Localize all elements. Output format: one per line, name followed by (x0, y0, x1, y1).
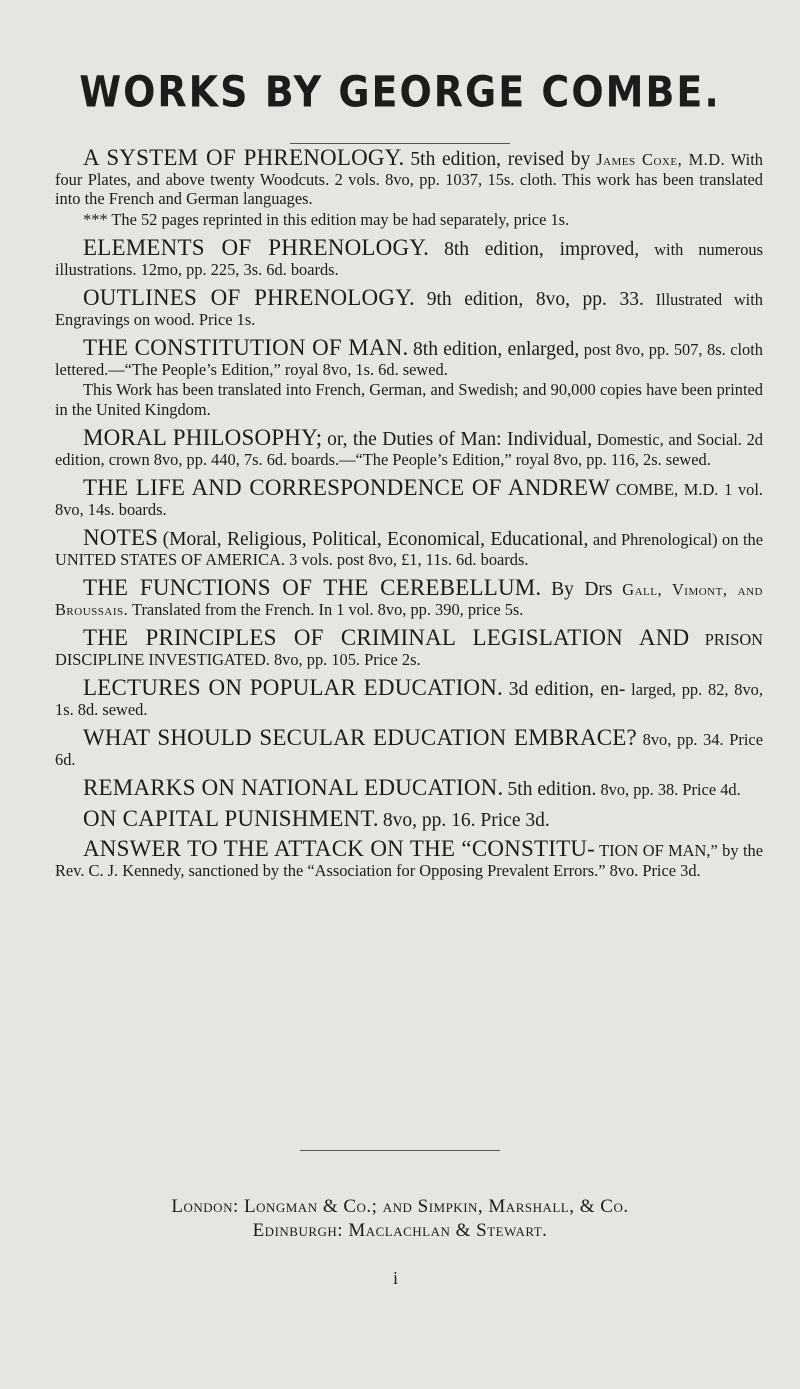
entry-heading: ANSWER TO THE ATTACK ON THE “CONSTITU- (83, 836, 596, 861)
entry-functions-of-cerebellum (55, 575, 763, 619)
entry-note (55, 380, 763, 419)
entry-moral-philosophy (55, 425, 763, 469)
entry-constitution-of-man (55, 335, 763, 379)
entry-heading: THE PRINCIPLES OF CRIMINAL LEGISLATION AND (83, 625, 690, 650)
entry-popular-education (55, 675, 763, 719)
entry-heading: REMARKS ON NATIONAL EDUCATION. (83, 775, 504, 800)
entry-secular-education (55, 725, 763, 769)
entry-body: larged, pp. 82, 8vo, 1s. 8d. sewed. (55, 680, 763, 719)
imprint-london: London: Longman & Co.; and Simpkin, Marshall, & Co. (171, 1196, 629, 1217)
entry-body: 8vo, pp. 38. Price 4d. (600, 780, 741, 799)
entry-body: post 8vo, pp. 507, 8s. cloth lettered.—“The People’s Edition,” royal 8vo, 1s. 6d. sewed. (55, 340, 763, 379)
entry-criminal-legislation (55, 625, 763, 669)
entry-capital-punishment (55, 805, 763, 831)
entry-heading: LECTURES ON POPULAR EDUCATION. (83, 675, 503, 700)
note-text: *** The 52 pages reprinted in this edition may be had separately, price 1s. (83, 209, 570, 229)
entry-body: PRISON DISCIPLINE INVESTIGATED. 8vo, pp. 105. Price 2s. (55, 630, 763, 669)
entry-system-of-phrenology (55, 145, 763, 209)
entry-outlines-of-phrenology (55, 285, 763, 329)
entry-heading: THE LIFE AND CORRESPONDENCE OF ANDREW (83, 475, 611, 500)
entry-author: James Coxe, M.D. (596, 150, 726, 169)
imprint-edinburgh: Edinburgh: Maclachlan & Stewart. (252, 1220, 548, 1241)
entry-edition: 9th edition, 8vo, pp. 33. (426, 289, 644, 310)
note-text: This Work has been translated into French, German, and Swedish; and 90,000 copies have been printed in the United Kingdom. (55, 380, 763, 419)
top-divider (290, 143, 510, 144)
entry-body: Translated from the French. In 1 vol. 8vo, pp. 390, price 5s. (128, 599, 524, 619)
entry-body: and Phrenological) on the UNITED STATES OF AMERICA. 3 vols. post 8vo, £1, 11s. 6d. boards. (55, 530, 763, 569)
entry-body: 8vo, pp. 34. Price 6d. (55, 730, 763, 769)
entry-edition: 3d edition, en- (508, 679, 626, 700)
entry-edition: 8vo, pp. 16. Price 3d. (382, 809, 550, 831)
entry-edition: 5th edition, revised by (410, 149, 591, 170)
entry-heading: WHAT SHOULD SECULAR EDUCATION EMBRACE? (83, 725, 637, 750)
entry-note (55, 210, 763, 230)
entry-heading: A SYSTEM OF PHRENOLOGY. (83, 145, 405, 170)
entry-body: Domestic, and Social. 2d edition, crown 8vo, pp. 440, 7s. 6d. boards.—“The People’s Edition,” royal 8vo, pp. 116, 2s. sewed. (55, 430, 763, 469)
entry-edition: 5th edition. (507, 779, 597, 800)
entry-life-of-andrew-combe (55, 475, 763, 519)
entry-body: with numerous illustrations. 12mo, pp. 225, 3s. 6d. boards. (55, 240, 763, 279)
entry-author: Gall, Vimont, and Broussais. (55, 580, 763, 619)
entry-heading: THE FUNCTIONS OF THE CEREBELLUM. (83, 575, 542, 600)
entry-national-education (55, 775, 763, 800)
entry-elements-of-phrenology (55, 235, 763, 279)
entry-heading: OUTLINES OF PHRENOLOGY. (83, 285, 415, 310)
bottom-divider (300, 1150, 500, 1151)
entry-body: TION OF MAN,” by the Rev. C. J. Kennedy, sanctioned by the “Association for Opposing Prevalent Errors.” 8vo. Price 3d. (55, 841, 763, 880)
entry-edition: 8th edition, enlarged, (413, 339, 580, 360)
entry-heading: ON CAPITAL PUNISHMENT. (83, 805, 379, 831)
imprint (0, 1195, 800, 1243)
entry-edition: 8th edition, improved, (444, 239, 640, 260)
entry-body: COMBE, M.D. 1 vol. 8vo, 14s. boards. (55, 480, 763, 519)
signature-mark: i (393, 1268, 399, 1288)
entry-edition: (Moral, Religious, Political, Economical, Educational, (162, 529, 589, 550)
page-title: WORKS BY GEORGE COMBE. (79, 67, 721, 117)
entry-notes-on-america (55, 525, 763, 569)
entry-heading: ELEMENTS OF PHRENOLOGY. (83, 235, 430, 260)
entry-heading: MORAL PHILOSOPHY; (83, 425, 323, 450)
entry-heading: THE CONSTITUTION OF MAN. (83, 335, 409, 360)
entry-edition: By Drs (551, 579, 613, 600)
works-list (55, 145, 763, 889)
entry-heading: NOTES (83, 525, 159, 550)
entry-answer-to-attack (55, 836, 763, 880)
entry-body: With four Plates, and above twenty Woodcuts. 2 vols. 8vo, pp. 1037, 15s. cloth. This work has been translated into the French and German languages. (55, 150, 763, 208)
entry-body: Illustrated with Engravings on wood. Price 1s. (55, 290, 763, 329)
entry-edition: or, the Duties of Man: Individual, (327, 429, 593, 450)
